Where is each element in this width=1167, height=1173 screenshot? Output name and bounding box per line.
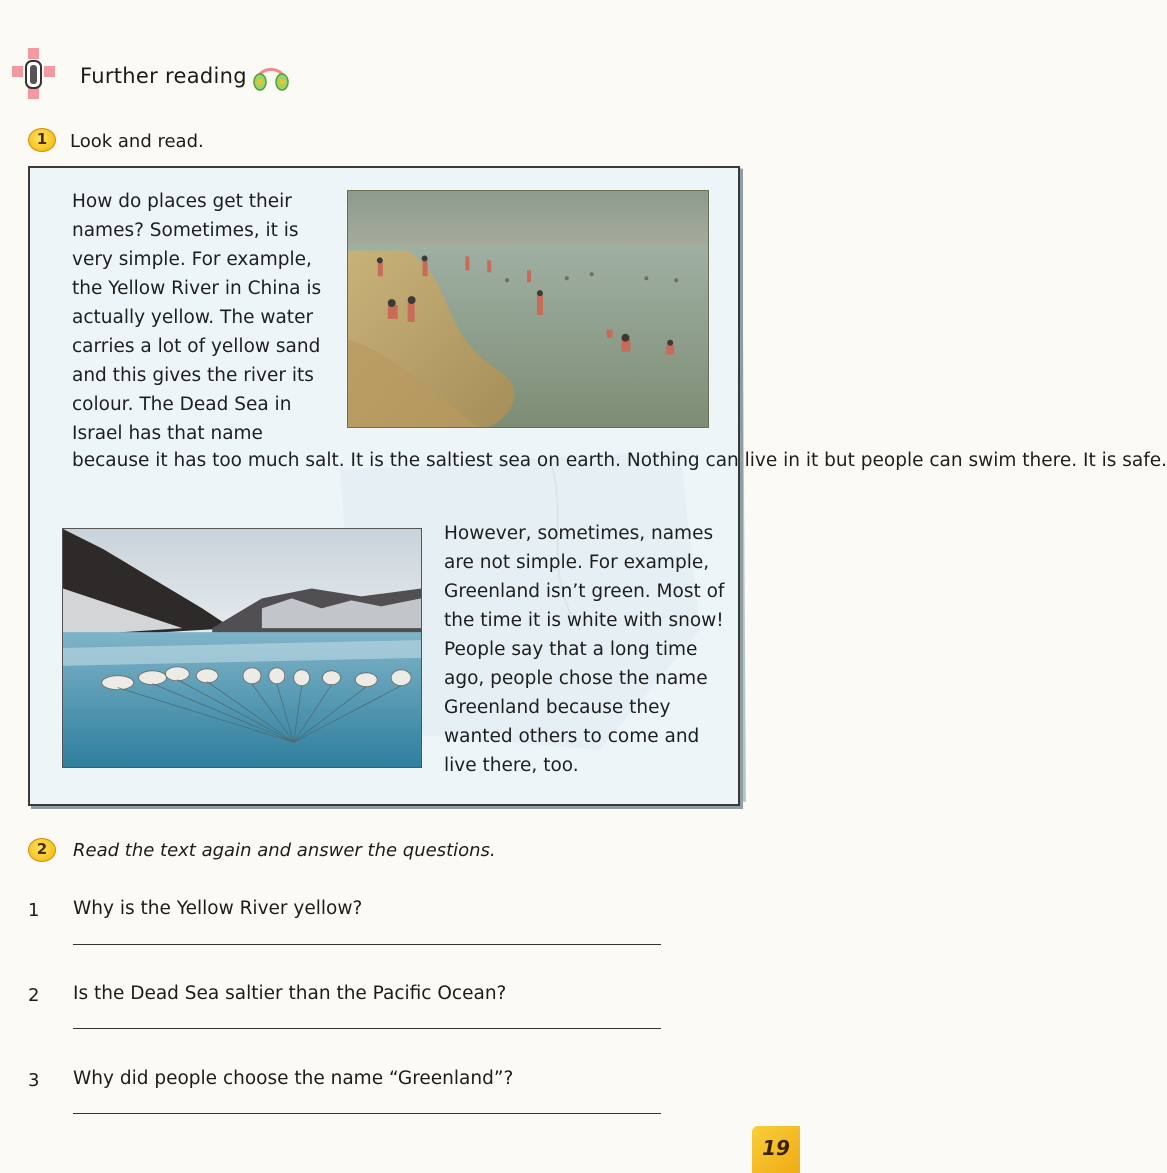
greenland-photo (62, 528, 422, 768)
dead-sea-photo (347, 190, 709, 428)
activity-1-badge: 1 (28, 128, 56, 152)
question-number: 2 (28, 985, 40, 1006)
question-text: Why is the Yellow River yellow? (73, 898, 363, 919)
answer-line-3[interactable] (73, 1113, 661, 1114)
section-title: Further reading (80, 64, 247, 88)
paragraph-3: However, sometimes, names are not simple. For example, Greenland isn’t green. Most of the time it is white with snow! People say that a long time ago, people chose the name Greenland because they wanted others to come and live there, too. (444, 523, 725, 776)
question-number: 1 (28, 900, 40, 921)
activity-2-badge: 2 (28, 838, 56, 862)
question-text: Why did people choose the name “Greenland”? (73, 1068, 514, 1089)
question-number: 3 (28, 1070, 40, 1091)
paragraph-1: How do places get their names? Sometimes, it is very simple. For example, the Yellow River in China is actually yellow. The water carries a lot of yellow sand and this gives the river its colour. The Dead Sea in Israel has that name (72, 191, 322, 444)
headphones-icon[interactable] (252, 60, 290, 94)
answer-line-1[interactable] (73, 944, 661, 945)
question-text: Is the Dead Sea saltier than the Pacific Ocean? (73, 983, 507, 1004)
activity-1-instruction: Look and read. (70, 131, 204, 152)
page-number: 19 (752, 1126, 800, 1173)
cross-blocks-icon (12, 48, 62, 104)
paragraph-2: because it has too much salt. It is the saltiest sea on earth. Nothing can live in it but people can swim there. It is safe. (72, 450, 1167, 471)
answer-line-2[interactable] (73, 1028, 661, 1029)
activity-2-instruction: Read the text again and answer the questions. (73, 840, 496, 861)
